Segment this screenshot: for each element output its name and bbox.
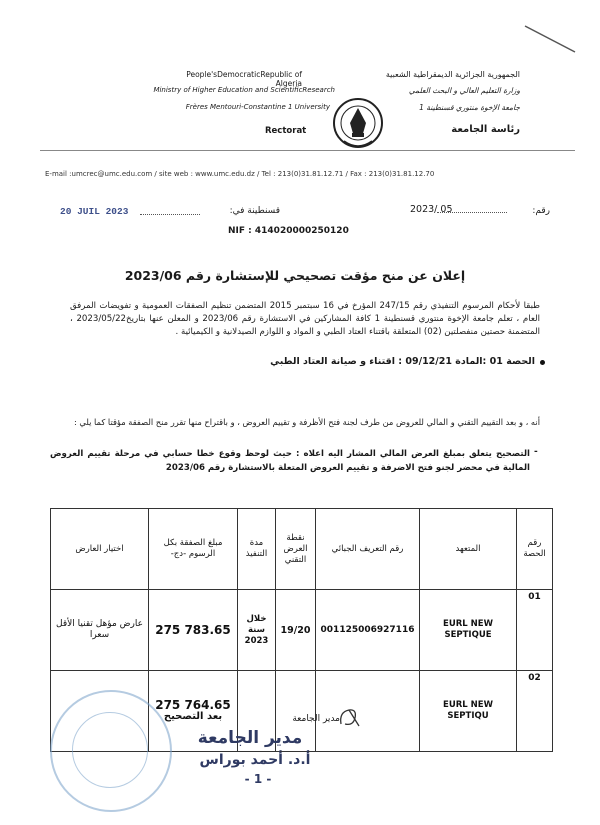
reference-label: رقم: xyxy=(532,206,550,216)
cell-choice: عارض مؤهل تقنيا الأقل سعرا xyxy=(51,590,149,671)
letterhead-en-ministry: Ministry of Higher Education and ScientificResearch xyxy=(153,86,335,94)
table-row xyxy=(51,590,553,671)
lot-bullet xyxy=(540,360,545,365)
cell-nif: 001125006927116 xyxy=(316,590,420,671)
amount-value: 275 764.65 xyxy=(155,698,231,712)
letterhead-ar-ministry: وزارة التعليم العالي و البحث العلمي xyxy=(408,86,520,95)
correction-paragraph: التصحيح يتعلق بمبلغ العرض المالي المشار اليه اعلاه : حيث لوحظ وقوع خطا حسابي في مرحلة تقييم العروض المالية في محضر لجنو فتح الاضرفة و تقييم العروض المتعلة بالاستشارة رقم 2023/06 xyxy=(50,449,530,473)
cell-lot: 01 xyxy=(517,590,553,671)
bidder-name: EURL NEW SEPTIQUE xyxy=(443,619,493,640)
cell-score: 19/20 xyxy=(276,590,316,671)
signature-title-stamp: مدير الجامعة xyxy=(197,728,303,748)
nif-number: NIF : 414020000250120 xyxy=(228,226,349,236)
letterhead-divider xyxy=(40,150,575,151)
place-date-label: قسنطينة في: xyxy=(229,206,280,216)
header-nif: رقم التعريف الجبائي xyxy=(316,509,420,590)
signature-scribble xyxy=(335,704,365,730)
intro-paragraph: طبقا لأحكام المرسوم التنفيذي رقم 247/15 المؤرخ في 16 سبتمبر 2015 المتضمن تنظيم الصفقات العمومية و تفويضات المرفق العام ، تعلم جامعة الإخوة منتوري قسنطينة 1 كافة المشاركين في الاستشارة رقم 2023/06 و المعلن عنها بتاريخ2023/05/22 ، المتضمنة حصتين منفصلتين (02) المتعلقة باقتناء العتاد الطبي و المواد و اللوازم الصيدلانية و الكيميائية . xyxy=(70,301,541,337)
reference-value: 2023/ 05 xyxy=(410,204,453,215)
amount-note: بعد التصحيح xyxy=(163,711,223,722)
cell-duration: خلال سنة 2023 xyxy=(238,590,276,671)
header-amount: مبلغ الصفقة بكل الرسوم -دج- xyxy=(149,509,238,590)
evaluation-paragraph: أنه ، و بعد التقييم التقني و المالي للعروض من طرف لجنة فتح الأظرفة و تقييم العروض ، و باقتراح منها تقرر منح الصفقة مؤقتا كما يلي : xyxy=(73,417,540,427)
header-lot: رقم الحصة xyxy=(517,509,553,590)
letterhead-en-rectorat: Rectorat xyxy=(265,126,307,136)
header-score: نقطة العرض التقني xyxy=(276,509,316,590)
corner-mark xyxy=(520,20,580,60)
signature-name-stamp: أ.د. أحمد بوراس xyxy=(199,752,311,768)
header-choice: اختيار العارض xyxy=(51,509,149,590)
contact-line: E-mail :umcrec@umc.edu.com / site web : www.umc.edu.dz / Tel : 213(0)31.81.12.71 / Fax : 213(0)31.81.12.70 xyxy=(45,170,435,178)
table-header-row xyxy=(51,509,553,590)
header-duration: مدة التنفيذ xyxy=(238,509,276,590)
lot-heading: الحصة 01 :المادة 09/12/21 : اقتناء و صيانة العتاد الطبي xyxy=(270,356,535,367)
announcement-title: إعلان عن منح مؤقت تصحيحي للإستشارة رقم 2023/06 xyxy=(124,268,466,283)
bidder-name: EURL NEW SEPTIQU xyxy=(443,700,493,721)
correction-dash: - xyxy=(534,447,538,457)
letterhead-ar-republic: الجمهورية الجزائرية الديمقراطية الشعبية xyxy=(385,70,520,79)
letterhead-ar-rectorat: رئاسة الجامعة xyxy=(451,124,520,135)
letterhead-ar-university: جامعة الإخوة منتوري قسنطينة 1 xyxy=(419,103,520,112)
cell-lot: 02 xyxy=(517,671,553,752)
header-bidder: المتعهد xyxy=(420,509,517,590)
letterhead-en-republic: People'sDemocraticRepublic of Algeria xyxy=(186,70,302,88)
cell-nif xyxy=(316,671,420,752)
signature-role: مدير الجامعة xyxy=(292,714,340,724)
letterhead-en-university: Frères Mentouri-Constantine 1 University xyxy=(185,103,330,111)
official-stamp-inner xyxy=(72,712,148,788)
cell-bidder xyxy=(420,590,517,671)
cell-amount: 275 783.65 xyxy=(149,590,238,671)
university-logo xyxy=(332,93,384,153)
page-number: - 1 - xyxy=(244,772,272,786)
date-stamp: 20 JUIL 2023 xyxy=(60,206,129,217)
cell-bidder xyxy=(420,671,517,752)
